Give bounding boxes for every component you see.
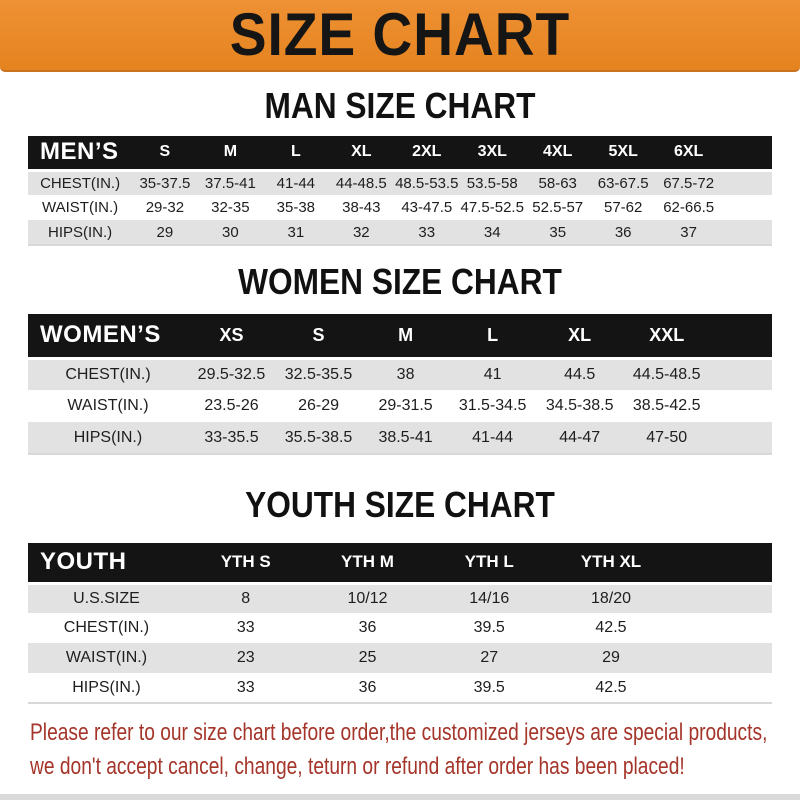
table-cell: 36 xyxy=(358,619,377,636)
column-header: YTH M xyxy=(307,543,429,583)
column-header: 5XL xyxy=(590,136,655,170)
row-label: WAIST(IN.) xyxy=(67,397,149,414)
table-cell: 25 xyxy=(358,649,377,666)
table-cell: 37 xyxy=(680,223,697,241)
table-cell: 38-43 xyxy=(342,199,381,216)
note-line-2: we don't accept cancel, change, teturn or refund after order has been placed! xyxy=(30,753,685,780)
table-row xyxy=(28,220,772,245)
table-header-row xyxy=(28,543,772,583)
column-header: S xyxy=(132,136,197,170)
row-label: U.S.SIZE xyxy=(73,589,140,607)
table-cell: 35-38 xyxy=(276,199,316,216)
section-men xyxy=(0,86,800,246)
table-cell: 47.5-52.5 xyxy=(460,199,524,216)
table-cell: 29.5-32.5 xyxy=(197,365,266,383)
column-header: XS xyxy=(188,314,275,358)
table-cell-filler xyxy=(672,613,772,643)
table-cell: 33-35.5 xyxy=(204,428,259,446)
table-cell: 41 xyxy=(483,365,502,383)
table-row xyxy=(28,613,772,643)
row-label: HIPS(IN.) xyxy=(72,678,141,696)
column-header: L xyxy=(449,314,536,358)
column-filler xyxy=(721,136,772,170)
column-filler xyxy=(672,543,772,583)
table-cell: 33 xyxy=(236,619,255,636)
table-cell-filler xyxy=(672,673,772,703)
table-cell: 44.5-48.5 xyxy=(632,365,701,383)
table-cell: 63-67.5 xyxy=(597,174,649,192)
table-cell: 26-29 xyxy=(298,397,339,414)
row-label: HIPS(IN.) xyxy=(47,223,113,241)
table-cell: 62-66.5 xyxy=(663,199,715,216)
youth-table-head xyxy=(28,543,772,583)
table-cell: 23 xyxy=(236,649,255,666)
table-row xyxy=(28,583,772,613)
table-cell: 31 xyxy=(287,223,305,241)
table-cell: 53.5-58 xyxy=(466,174,518,192)
table-cell: 35 xyxy=(549,223,567,241)
section-heading-men: MAN SIZE CHART xyxy=(264,85,536,126)
table-cell-filler xyxy=(672,643,772,673)
table-cell: 42.5 xyxy=(595,678,627,696)
table-cell-filler xyxy=(721,195,772,220)
column-header: YTH L xyxy=(428,543,550,583)
table-cell: 41-44 xyxy=(276,174,316,192)
table-cell: 33 xyxy=(236,678,255,696)
table-row xyxy=(28,390,772,422)
section-women xyxy=(0,262,800,455)
column-header: 3XL xyxy=(460,136,525,170)
table-cell: 31.5-34.5 xyxy=(458,397,527,414)
column-header: S xyxy=(275,314,362,358)
column-header: XL xyxy=(329,136,394,170)
table-corner-label: MEN’S xyxy=(28,136,132,170)
row-label: CHEST(IN.) xyxy=(40,174,121,192)
table-corner-label: WOMEN’S xyxy=(28,314,188,358)
row-label: HIPS(IN.) xyxy=(73,428,143,446)
column-header: 4XL xyxy=(525,136,590,170)
table-row xyxy=(28,422,772,454)
section-heading-women: WOMEN SIZE CHART xyxy=(238,261,562,302)
table-cell: 39.5 xyxy=(473,678,505,696)
table-cell: 47-50 xyxy=(646,428,688,446)
row-label: WAIST(IN.) xyxy=(65,649,148,666)
page-title: SIZE CHART xyxy=(229,1,571,68)
men-table-head xyxy=(28,136,772,170)
women-table-body xyxy=(28,358,772,454)
table-cell: 41-44 xyxy=(472,428,514,446)
table-cell: 29-31.5 xyxy=(378,397,433,414)
table-cell: 42.5 xyxy=(595,619,627,636)
table-cell: 57-62 xyxy=(603,199,643,216)
table-cell-filler xyxy=(710,358,772,390)
note-line-1: Please refer to our size chart before order,the customized jerseys are special products, xyxy=(30,719,768,746)
table-cell: 34.5-38.5 xyxy=(545,397,614,414)
column-header: XL xyxy=(536,314,623,358)
table-row xyxy=(28,170,772,195)
men-size-table xyxy=(28,136,772,246)
table-cell: 44-48.5 xyxy=(335,174,387,192)
table-row xyxy=(28,643,772,673)
row-label: CHEST(IN.) xyxy=(65,365,151,383)
table-cell: 8 xyxy=(241,589,251,607)
table-cell: 34 xyxy=(483,223,501,241)
section-youth xyxy=(0,485,800,704)
table-cell: 39.5 xyxy=(473,619,505,636)
column-header: L xyxy=(263,136,328,170)
table-cell-filler xyxy=(710,422,772,454)
row-label: WAIST(IN.) xyxy=(42,199,119,216)
order-note xyxy=(30,716,774,784)
column-header: M xyxy=(198,136,263,170)
column-header: YTH S xyxy=(185,543,307,583)
youth-table-body xyxy=(28,583,772,703)
table-cell: 38.5-42.5 xyxy=(632,397,701,414)
table-row xyxy=(28,195,772,220)
table-cell: 27 xyxy=(480,649,499,666)
column-filler xyxy=(710,314,772,358)
table-cell: 38 xyxy=(396,365,415,383)
table-cell: 35.5-38.5 xyxy=(284,428,353,446)
column-header: YTH XL xyxy=(550,543,672,583)
table-cell: 29 xyxy=(602,649,620,666)
table-cell-filler xyxy=(721,220,772,245)
youth-size-table xyxy=(28,543,772,704)
table-cell: 10/12 xyxy=(347,589,388,607)
table-cell: 14/16 xyxy=(469,589,510,607)
column-header: M xyxy=(362,314,449,358)
table-cell: 38.5-41 xyxy=(378,428,433,446)
table-cell-filler xyxy=(672,583,772,613)
men-table-body xyxy=(28,170,772,245)
table-cell: 29 xyxy=(156,223,174,241)
column-header: 2XL xyxy=(394,136,459,170)
table-cell: 32.5-35.5 xyxy=(284,365,353,383)
table-cell: 36 xyxy=(614,223,632,241)
table-cell: 18/20 xyxy=(590,589,631,607)
table-cell: 67.5-72 xyxy=(663,174,715,192)
table-cell: 44-47 xyxy=(559,428,601,446)
table-cell: 35-37.5 xyxy=(139,174,191,192)
table-corner-label: YOUTH xyxy=(28,543,185,583)
table-cell: 44.5 xyxy=(564,365,596,383)
table-cell: 43-47.5 xyxy=(401,199,453,216)
table-header-row xyxy=(28,136,772,170)
table-row xyxy=(28,358,772,390)
table-cell: 52.5-57 xyxy=(532,199,584,216)
section-heading-youth: YOUTH SIZE CHART xyxy=(245,484,555,525)
table-header-row xyxy=(28,314,772,358)
table-cell: 36 xyxy=(358,678,377,696)
table-cell: 58-63 xyxy=(538,174,577,192)
table-cell: 33 xyxy=(418,223,436,241)
row-label: CHEST(IN.) xyxy=(63,619,150,636)
table-cell: 32-35 xyxy=(211,199,250,216)
table-cell-filler xyxy=(721,170,772,195)
table-cell-filler xyxy=(710,390,772,422)
column-header: 6XL xyxy=(656,136,721,170)
women-table-head xyxy=(28,314,772,358)
banner xyxy=(0,0,800,72)
table-row xyxy=(28,673,772,703)
table-cell: 23.5-26 xyxy=(204,397,259,414)
table-cell: 48.5-53.5 xyxy=(395,174,459,192)
table-cell: 37.5-41 xyxy=(204,174,256,192)
table-cell: 32 xyxy=(352,223,370,241)
table-cell: 29-32 xyxy=(145,199,185,216)
column-header: XXL xyxy=(623,314,710,358)
table-cell: 30 xyxy=(222,223,239,241)
women-size-table xyxy=(28,314,772,455)
